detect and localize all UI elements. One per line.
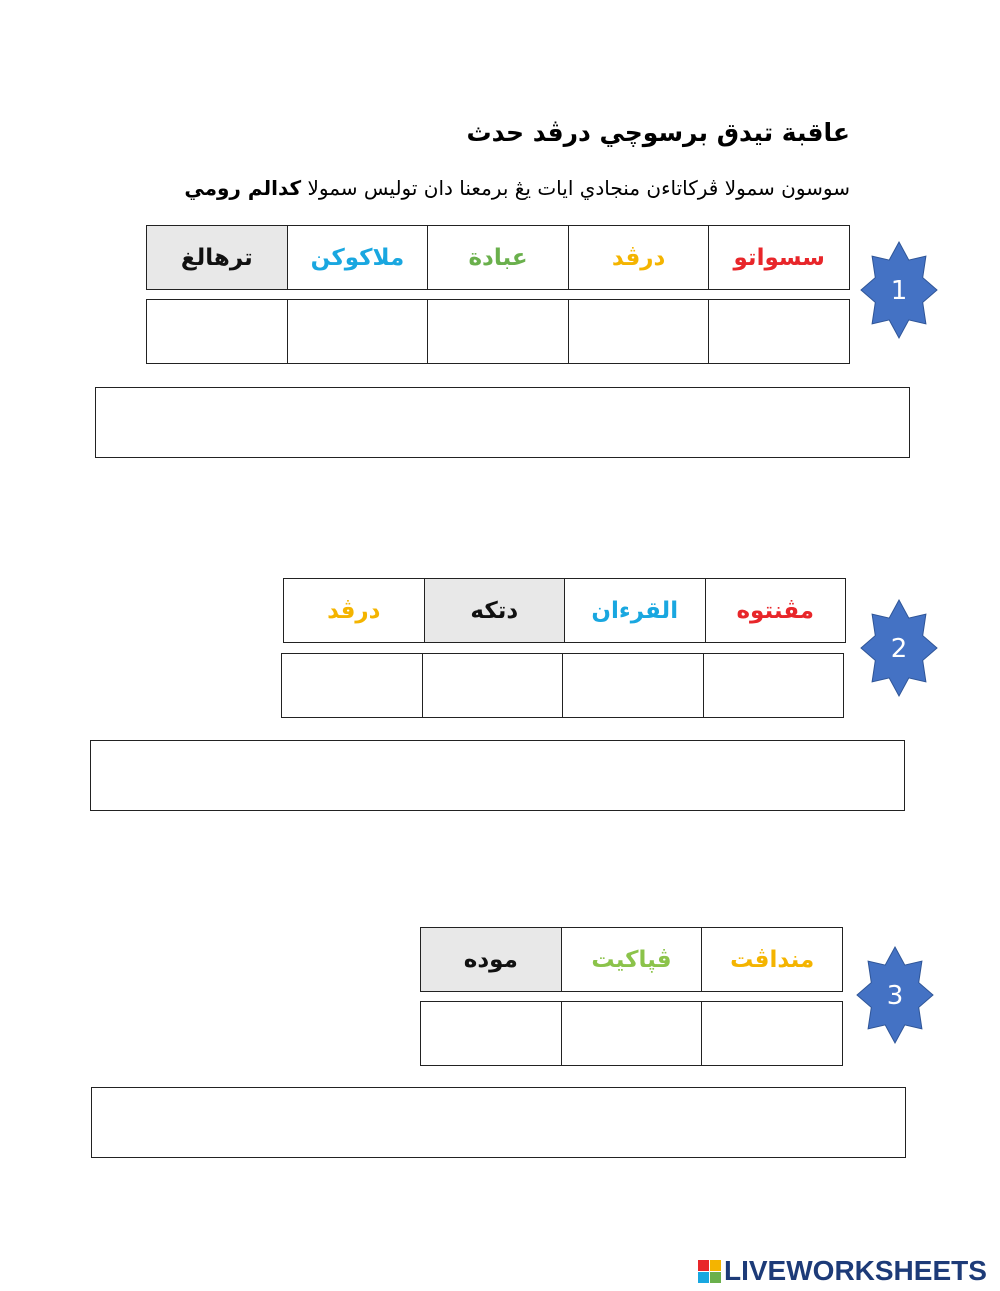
logo-text: LIVEWORKSHEETS bbox=[724, 1255, 987, 1286]
word-tile[interactable]: ترهالغ bbox=[147, 226, 287, 289]
answer-slot[interactable] bbox=[701, 1002, 842, 1065]
question-2-answer-row bbox=[281, 653, 844, 718]
answer-slot[interactable] bbox=[561, 1002, 702, 1065]
answer-slot[interactable] bbox=[562, 654, 703, 717]
logo-square bbox=[710, 1260, 721, 1271]
answer-slot[interactable] bbox=[708, 300, 849, 363]
instruction-main: سوسون سمولا ڤرکاتاءن منجادي ايات يڠ برمعنا دان توليس سمولا bbox=[307, 176, 850, 200]
logo-icon bbox=[698, 1260, 721, 1283]
word-tile[interactable]: القرءان bbox=[564, 579, 705, 642]
question-3-number-badge bbox=[855, 945, 935, 1045]
question-1-answer-row bbox=[146, 299, 850, 364]
question-1-word-row bbox=[146, 225, 850, 290]
word-tile[interactable]: موده bbox=[421, 928, 561, 991]
star-badge-icon bbox=[855, 945, 935, 1045]
word-tile[interactable]: درڤد bbox=[568, 226, 709, 289]
question-number: 2 bbox=[890, 634, 908, 664]
logo-square bbox=[710, 1272, 721, 1283]
question-1-number-badge bbox=[859, 240, 939, 340]
question-3-answer-box[interactable] bbox=[91, 1087, 906, 1158]
logo-square bbox=[698, 1260, 709, 1271]
question-2-word-row bbox=[283, 578, 846, 643]
answer-slot[interactable] bbox=[427, 300, 568, 363]
answer-slot[interactable] bbox=[282, 654, 422, 717]
word-tile[interactable]: منداڤت bbox=[701, 928, 842, 991]
word-tile[interactable]: مڤنتوه bbox=[705, 579, 846, 642]
answer-slot[interactable] bbox=[703, 654, 844, 717]
instruction-bold: كدالم رومي bbox=[184, 176, 302, 200]
word-tile[interactable]: سسواتو bbox=[708, 226, 849, 289]
answer-slot[interactable] bbox=[421, 1002, 561, 1065]
question-3-word-row bbox=[420, 927, 843, 992]
word-tile[interactable]: ڤپاكيت bbox=[561, 928, 702, 991]
logo-square bbox=[698, 1272, 709, 1283]
answer-slot[interactable] bbox=[422, 654, 563, 717]
word-tile[interactable]: درڤد bbox=[327, 597, 381, 624]
star-badge-icon bbox=[859, 240, 939, 340]
liveworksheets-logo bbox=[698, 1255, 987, 1287]
word-tile[interactable]: ملاكوكن bbox=[287, 226, 428, 289]
star-badge-icon bbox=[859, 598, 939, 698]
question-2-number-badge bbox=[859, 598, 939, 698]
question-number: 3 bbox=[886, 981, 904, 1011]
word-tile[interactable]: دتكه bbox=[424, 579, 565, 642]
answer-slot[interactable] bbox=[147, 300, 287, 363]
answer-slot[interactable] bbox=[568, 300, 709, 363]
instruction-text bbox=[184, 176, 850, 200]
question-1-answer-box[interactable] bbox=[95, 387, 910, 458]
question-number: 1 bbox=[890, 276, 908, 306]
question-2-answer-box[interactable] bbox=[90, 740, 905, 811]
question-3-answer-row bbox=[420, 1001, 843, 1066]
word-tile[interactable]: عبادة bbox=[427, 226, 568, 289]
worksheet-title: عاقبة تيدق برسوچي درڤد حدث bbox=[466, 118, 850, 147]
answer-slot[interactable] bbox=[287, 300, 428, 363]
